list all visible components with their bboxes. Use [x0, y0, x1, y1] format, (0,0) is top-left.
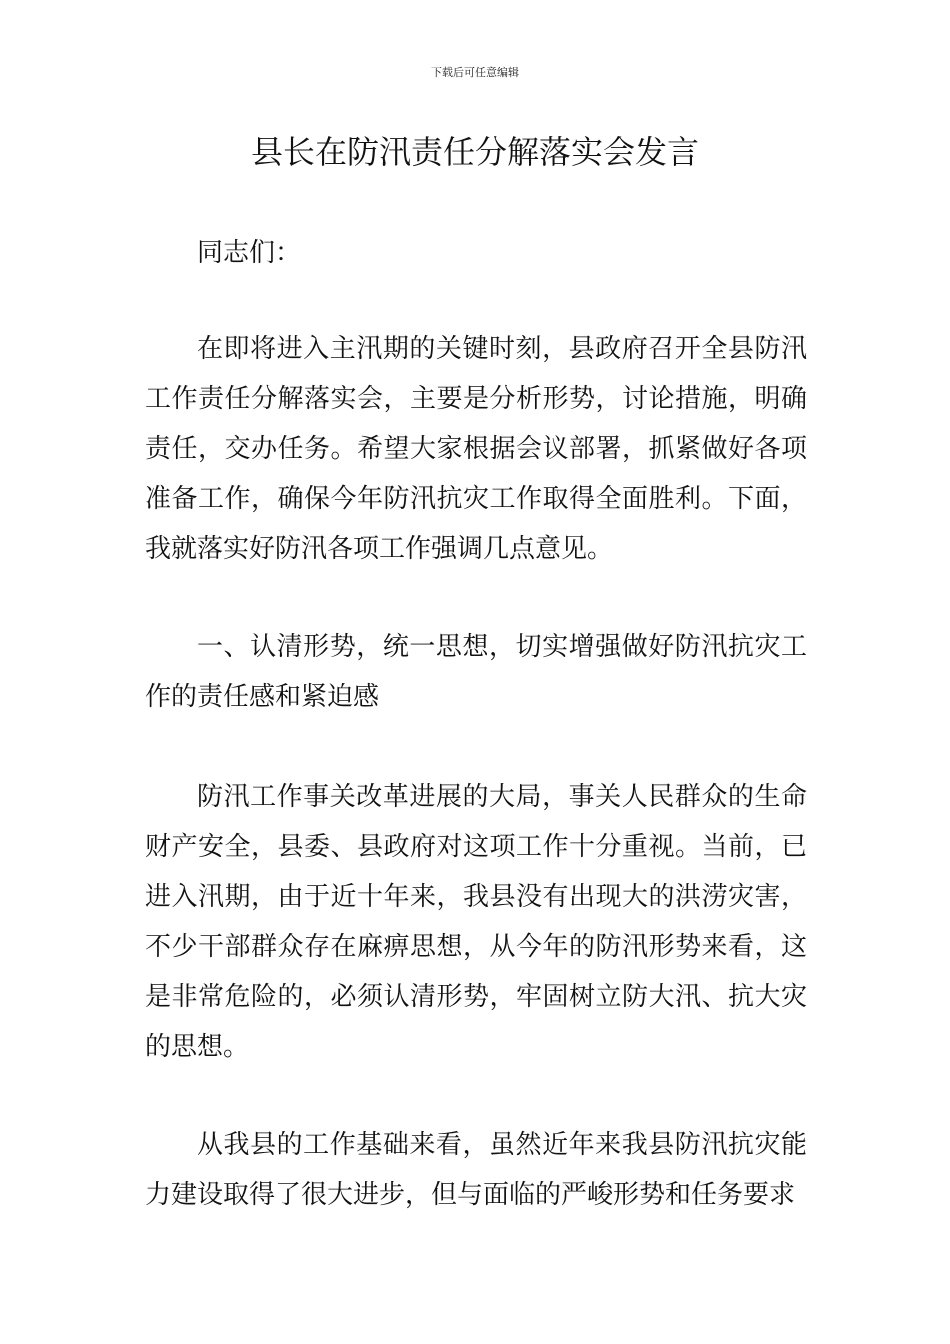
intro-paragraph: 在即将进入主汛期的关键时刻，县政府召开全县防汛工作责任分解落实会，主要是分析形势，讨论措施，明确责任，交办任务。希望大家根据会议部署，抓紧做好各项准备工作，确保今年防汛抗灾工作取得全面胜利。下面，我就落实好防汛各项工作强调几点意见。 [145, 334, 807, 564]
body-paragraph: 从我县的工作基础来看，虽然近年来我县防汛抗灾能力建设取得了很大进步，但与面临的严峻形势和任务要求 [145, 1130, 807, 1210]
document-title: 县长在防汛责任分解落实会发言 [250, 133, 699, 171]
header-note: 下载后可任意编辑 [431, 66, 519, 79]
body-paragraph: 防汛工作事关改革进展的大局，事关人民群众的生命财产安全，县委、县政府对这项工作十分重视。当前，已进入汛期，由于近十年来，我县没有出现大的洪涝灾害，不少干部群众存在麻痹思想，从今年的防汛形势来看，这是非常危险的，必须认清形势，牢固树立防大汛、抗大灾的思想。 [145, 782, 807, 1062]
section-heading-1: 一、认清形势，统一思想，切实增强做好防汛抗灾工作的责任感和紧迫感 [145, 632, 807, 712]
salutation: 同志们： [197, 238, 302, 268]
